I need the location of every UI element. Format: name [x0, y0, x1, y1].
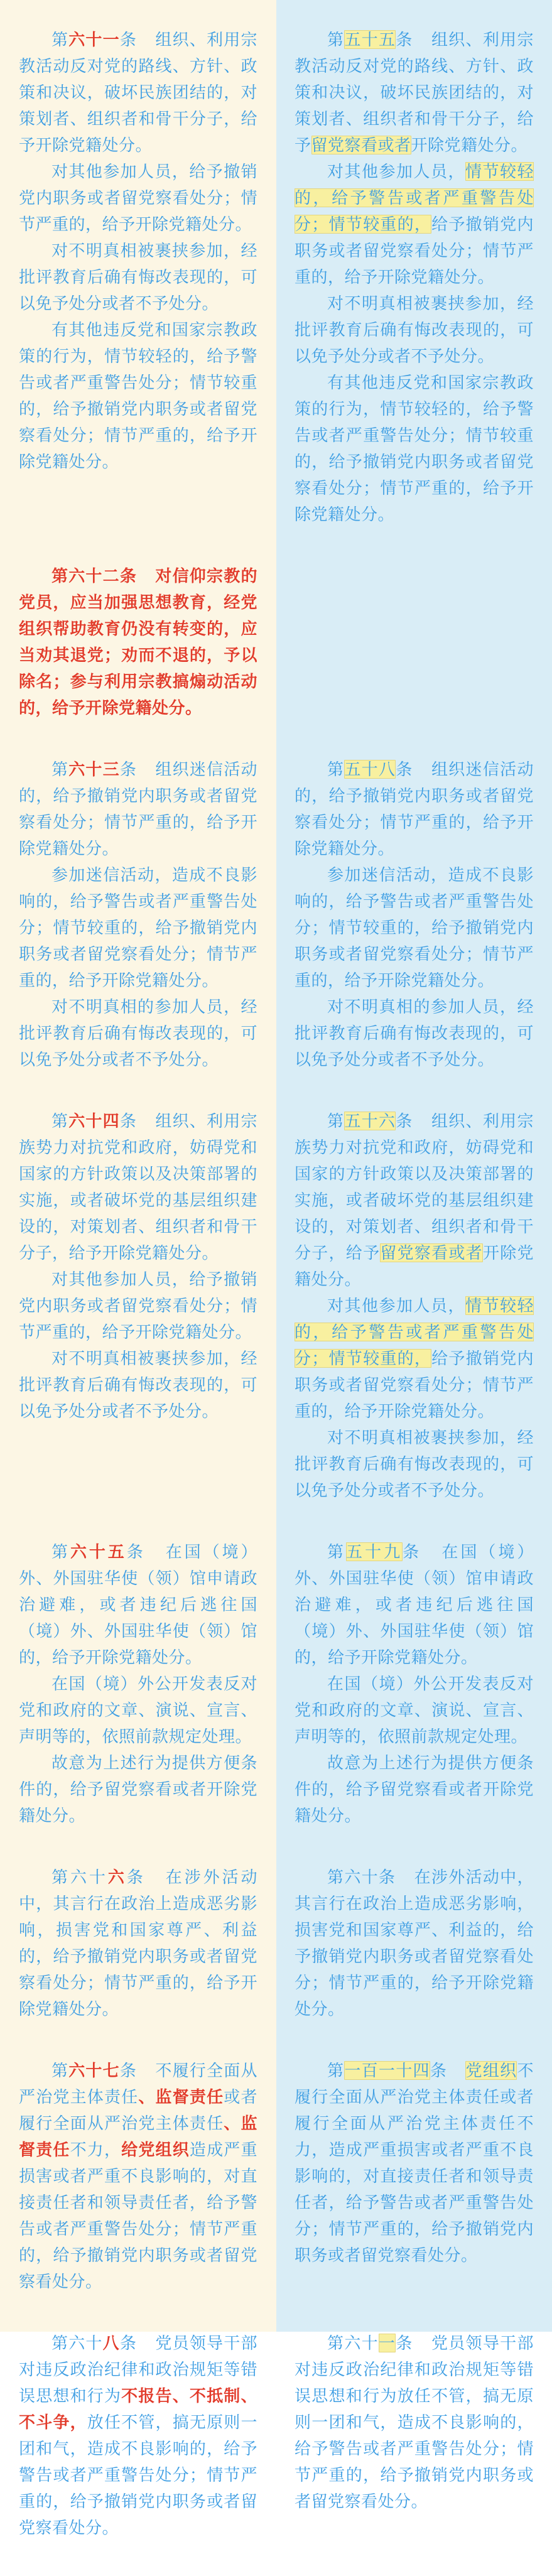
article-suffix: 条 [396, 1112, 413, 1130]
article-number: 六十四 [68, 1112, 120, 1130]
article-paragraph [295, 862, 534, 993]
text-segment: 开除党籍处分。 [295, 1243, 534, 1289]
article-number: 六十五 [70, 1542, 127, 1561]
revision-segment: 不报告、不抵制、不斗争， [19, 2386, 257, 2432]
new-regulation-cell [0, 2057, 276, 2295]
article-number: 五十六 [344, 1112, 396, 1130]
article-number: 六十 [68, 2334, 103, 2352]
article-prefix: 第 [327, 1868, 345, 1886]
article-first-paragraph [19, 1108, 257, 1266]
article-paragraph [19, 158, 257, 237]
highlight-segment: 情节较轻的，给予警告或者严重警告处分；情节较重的， [295, 1296, 534, 1368]
article-first-paragraph [19, 1539, 257, 1670]
article-paragraph [295, 369, 534, 528]
new-regulation-cell [0, 756, 276, 1073]
old-regulation-cell [276, 1108, 552, 1503]
article-prefix: 第 [51, 1868, 70, 1886]
new-regulation-cell [0, 26, 276, 475]
article-number: 六十 [344, 1868, 379, 1886]
article-first-paragraph [19, 2057, 257, 2295]
article-suffix: 条 [119, 2061, 138, 2080]
article-suffix: 条 [430, 2061, 448, 2080]
text-segment: 有其他违反党和国家宗教政策的行为，情节较轻的，给予警告或者严重警告处分；情节较重的，给予撤销党内职务或者留党察看处分；情节严重的，给予开除党籍处分。 [295, 373, 534, 524]
highlight-segment: 留党察看或者 [311, 136, 411, 154]
article-number: 一 [378, 2334, 396, 2352]
text-segment: 组织、利用宗族势力对抗党和政府，妨碍党和国家的方针政策以及决策部署的实施，或者破坏党的基层组织建设的，对策划者、组织者和骨干分子，给予开除党籍处分。 [19, 1112, 257, 1262]
article-prefix: 第 [51, 2334, 69, 2352]
new-regulation-cell [0, 563, 276, 721]
text-segment: 对不明真相被裹挟参加，经批评教育后确有悔改表现的，可以免予处分或者不予处分。 [19, 241, 257, 313]
article-suffix: 条 [119, 566, 138, 585]
text-segment: 不履行全面从严治党主体责任 [19, 2061, 257, 2106]
text-segment: 在涉外活动中，其言行在政治上造成恶劣影响，损害党和国家尊严、利益的，给予撤销党内职务或者留党察看处分；情节严重的，给予开除党籍处分。 [19, 1868, 257, 2018]
text-segment: 党员领导干部对违反政治纪律和政治规矩等错误思想和行为放任不管，搞无原则一团和气，造成不良影响的，给予警告或者严重警告处分；情节严重的，给予撤销党内职务或者留党察看处分。 [295, 2334, 534, 2511]
article-suffix: 条 [119, 30, 138, 49]
article-prefix: 第 [327, 760, 345, 779]
article-suffix: 条 [396, 2334, 413, 2352]
old-regulation-cell [276, 1539, 552, 1829]
article-paragraph [295, 158, 534, 290]
revision-segment: 对信仰宗教的党员，应当加强思想教育，经党组织帮助教育仍没有转变的，应当劝其退党；劝而不退的，予以除名；参与利用宗教搞煽动活动的，给予开除党籍处分。 [19, 566, 257, 717]
article-suffix: 条 [126, 1868, 146, 1886]
article-number: 五十八 [344, 760, 396, 779]
highlight-segment: 党组织 [465, 2061, 517, 2080]
article-first-paragraph [295, 2057, 534, 2268]
new-regulation-cell [0, 1108, 276, 1424]
article-suffix: 条 [403, 1542, 422, 1561]
article-number: 五十五 [344, 30, 396, 49]
article-prefix: 第 [327, 1542, 347, 1561]
article-number: 六十一 [68, 30, 120, 49]
old-regulation-cell [276, 2330, 552, 2514]
old-regulation-cell [276, 756, 552, 1073]
text-segment: 不履行全面从严治党主体责任或者履行全面从严治党主体责任不力，造成严重损害或者严重不良影响的，对直接责任者和领导责任者，给予警告或者严重警告处分；情节严重的，给予撤销党内职务或者留党察看处分。 [295, 2061, 534, 2265]
comparison-row [0, 563, 552, 721]
article-paragraph [19, 1750, 257, 1829]
article-paragraph [19, 1345, 257, 1424]
text-segment: 组织迷信活动的，给予撤销党内职务或者留党察看处分；情节严重的，给予开除党籍处分。 [295, 760, 534, 858]
article-paragraph [295, 993, 534, 1073]
article-paragraph [295, 1424, 534, 1503]
article-paragraph [19, 993, 257, 1073]
text-segment: 在国（境）外公开发表反对党和政府的文章、演说、宣言、声明等的，依照前款规定处理。 [19, 1674, 257, 1746]
old-regulation-cell [276, 1864, 552, 2022]
article-prefix: 第 [51, 1112, 69, 1130]
revision-segment: 、监督责任 [138, 2087, 224, 2106]
text-segment: 对不明真相被裹挟参加，经批评教育后确有悔改表现的，可以免予处分或者不予处分。 [19, 1349, 257, 1421]
article-suffix: 条 [378, 1868, 396, 1886]
text-segment: 造成严重损害或者严重不良影响的，对直接责任者和领导责任者，给予警告或者严重警告处分；情节严重的，给予撤销党内职务或者留党察看处分。 [19, 2140, 257, 2291]
new-regulation-cell [0, 1864, 276, 2022]
revision-segment: 给党组织 [121, 2140, 190, 2159]
text-segment: 组织、利用宗教活动反对党的路线、方针、政策和决议，破坏民族团结的，对策划者、组织者和骨干分子，给予 [295, 30, 534, 154]
article-number: 六十 [344, 2334, 379, 2352]
article-first-paragraph [19, 756, 257, 862]
article-prefix: 第 [327, 2061, 345, 2080]
article-number: 五十九 [346, 1542, 403, 1561]
text-segment: 给予撤销党内职务或者留党察看处分；情节严重的，给予开除党籍处分。 [295, 215, 534, 286]
article-first-paragraph [295, 1108, 534, 1292]
article-number: 六十二 [68, 566, 120, 585]
text-segment: 故意为上述行为提供方便条件的，给予留党察看或者开除党籍处分。 [19, 1753, 257, 1825]
text-segment: 组织、利用宗族势力对抗党和政府，妨碍党和国家的方针政策以及决策部署的实施，或者破坏党的基层组织建设的，对策划者、组织者和骨干分子，给予 [295, 1112, 534, 1262]
text-segment: 对不明真相的参加人员，经批评教育后确有悔改表现的，可以免予处分或者不予处分。 [295, 997, 534, 1069]
article-first-paragraph [295, 2330, 534, 2514]
text-segment: 参加迷信活动，造成不良影响的，给予警告或者严重警告处分；情节较重的，给予撤销党内职务或者留党察看处分；情节严重的，给予开除党籍处分。 [295, 865, 534, 990]
article-number: 六 [107, 1868, 127, 1886]
text-segment: 对其他参加人员， [327, 162, 465, 181]
article-paragraph [19, 1266, 257, 1345]
text-segment: 党员领导干部对违反政治纪律和政治规矩等错误思想和行为 [19, 2334, 257, 2405]
article-suffix: 条 [396, 760, 413, 779]
text-segment: 在国（境）外公开发表反对党和政府的文章、演说、宣言、声明等的，依照前款规定处理。 [295, 1674, 534, 1746]
article-number: 一百一十四 [344, 2061, 430, 2080]
article-first-paragraph [295, 1539, 534, 1670]
text-segment: 组织迷信活动的，给予撤销党内职务或者留党察看处分；情节严重的，给予开除党籍处分。 [19, 760, 257, 858]
article-first-paragraph [295, 1864, 534, 2022]
comparison-row [0, 26, 552, 528]
text-segment: 对其他参加人员，给予撤销党内职务或者留党察看处分；情节严重的，给予开除党籍处分。 [19, 162, 257, 234]
article-paragraph [19, 237, 257, 317]
article-paragraph [295, 1670, 534, 1750]
article-prefix: 第 [327, 2334, 345, 2352]
article-suffix: 条 [396, 30, 413, 49]
article-number: 六十 [70, 1868, 108, 1886]
article-number: 六十七 [68, 2061, 120, 2080]
article-suffix: 条 [119, 2334, 138, 2352]
article-paragraph [19, 317, 257, 475]
highlight-segment: 留党察看或者 [380, 1243, 483, 1262]
article-prefix: 第 [51, 2061, 69, 2080]
comparison-row [0, 1539, 552, 1829]
old-regulation-cell [276, 26, 552, 528]
text-segment: 有其他违反党和国家宗教政策的行为，情节较轻的，给予警告或者严重警告处分；情节较重的，给予撤销党内职务或者留党察看处分；情节严重的，给予开除党籍处分。 [19, 320, 257, 471]
article-first-paragraph [19, 26, 257, 158]
text-segment: 开除党籍处分。 [411, 136, 528, 154]
text-segment: 放任不管，搞无原则一团和气，造成不良影响的，给予警告或者严重警告处分；情节严重的，给予撤销党内职务或者留党察看处分。 [19, 2413, 257, 2537]
article-prefix: 第 [327, 1112, 345, 1130]
revision-segment: 、监督责任 [19, 2114, 257, 2159]
article-suffix: 条 [119, 760, 138, 779]
article-first-paragraph [295, 756, 534, 862]
article-suffix: 条 [126, 1542, 146, 1561]
article-prefix: 第 [51, 30, 69, 49]
text-segment: 对不明真相的参加人员，经批评教育后确有悔改表现的，可以免予处分或者不予处分。 [19, 997, 257, 1069]
article-first-paragraph [19, 1864, 257, 2022]
new-regulation-cell [0, 1539, 276, 1829]
text-segment: 参加迷信活动，造成不良影响的，给予警告或者严重警告处分；情节较重的，给予撤销党内职务或者留党察看处分；情节严重的，给予开除党籍处分。 [19, 865, 257, 990]
text-segment: 给予撤销党内职务或者留党察看处分；情节严重的，给予开除党籍处分。 [295, 1349, 534, 1421]
article-suffix: 条 [119, 1112, 138, 1130]
article-number: 六十三 [68, 760, 120, 779]
text-segment: 对不明真相被裹挟参加，经批评教育后确有悔改表现的，可以免予处分或者不予处分。 [295, 1428, 534, 1500]
text-segment: 在国（境）外、外国驻华使（领）馆申请政治避难，或者违纪后逃往国（境）外、外国驻华使（领）馆的，给予开除党籍处分。 [19, 1542, 257, 1667]
article-first-paragraph [19, 2330, 257, 2541]
comparison-row [0, 1108, 552, 1503]
highlight-segment: 情节较轻的，给予警告或者严重警告处分；情节较重的， [295, 162, 534, 234]
article-first-paragraph [19, 563, 257, 721]
text-segment: 不力， [70, 2140, 122, 2159]
article-prefix: 第 [327, 30, 345, 49]
article-paragraph [295, 1292, 534, 1424]
article-paragraph [19, 862, 257, 993]
text-segment: 故意为上述行为提供方便条件的，给予留党察看或者开除党籍处分。 [295, 1753, 534, 1825]
text-segment: 组织、利用宗教活动反对党的路线、方针、政策和决议，破坏民族团结的，对策划者、组织者和骨干分子，给予开除党籍处分。 [19, 30, 257, 154]
article-prefix: 第 [51, 566, 69, 585]
article-prefix: 第 [51, 1542, 70, 1561]
text-segment: 在国（境）外、外国驻华使（领）馆申请政治避难，或者违纪后逃往国（境）外、外国驻华使（领）馆的，给予开除党籍处分。 [295, 1542, 534, 1667]
text-segment: 对不明真相被裹挟参加，经批评教育后确有悔改表现的，可以免予处分或者不予处分。 [295, 294, 534, 365]
comparison-row [0, 756, 552, 1073]
article-first-paragraph [295, 26, 534, 158]
comparison-row [0, 2057, 552, 2295]
text-segment: 在涉外活动中，其言行在政治上造成恶劣影响，损害党和国家尊严、利益的，给予撤销党内职务或者留党察看处分；情节严重的，给予开除党籍处分。 [295, 1868, 534, 2018]
comparison-row [0, 1864, 552, 2022]
text-segment: 对其他参加人员，给予撤销党内职务或者留党察看处分；情节严重的，给予开除党籍处分。 [19, 1270, 257, 1341]
article-number: 八 [102, 2334, 120, 2352]
article-prefix: 第 [51, 760, 69, 779]
new-regulation-cell [0, 2330, 276, 2541]
article-paragraph [295, 1750, 534, 1829]
text-segment: 或者履行全面从严治党主体责任 [19, 2087, 257, 2133]
article-paragraph [295, 290, 534, 369]
text-segment: 对其他参加人员， [327, 1296, 465, 1315]
article-paragraph [19, 1670, 257, 1750]
old-regulation-cell [276, 2057, 552, 2268]
comparison-row [0, 2330, 552, 2541]
